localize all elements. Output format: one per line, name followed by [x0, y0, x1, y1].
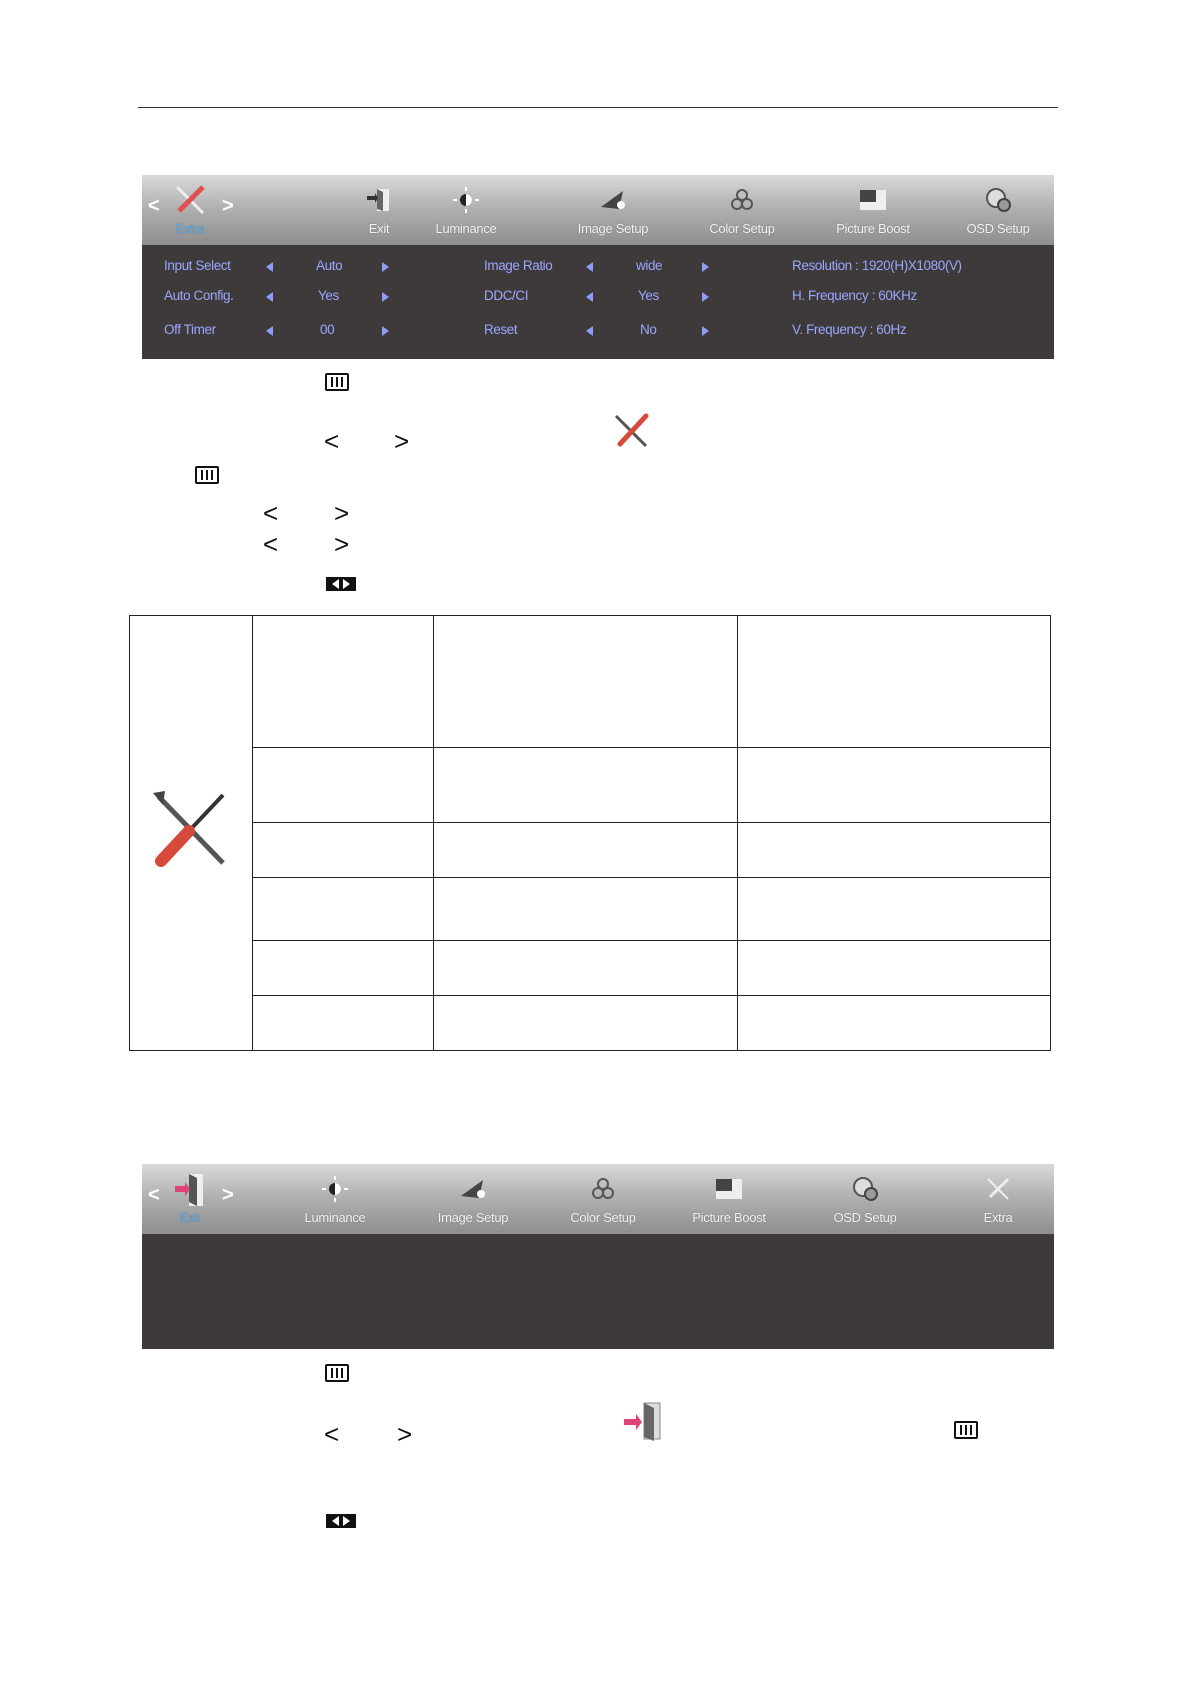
tools-icon — [612, 412, 650, 450]
tab-label: Color Setup — [709, 221, 775, 236]
tab-exit[interactable] — [349, 175, 409, 245]
tab-label: Exit — [179, 1210, 201, 1225]
tab-label: Image Setup — [577, 221, 649, 236]
increase-arrow-icon[interactable] — [702, 292, 709, 302]
osd-setup-icon — [984, 187, 1012, 213]
table-row — [130, 748, 1051, 823]
table-cell — [738, 616, 1051, 748]
osd-exit-menu — [142, 1164, 1054, 1349]
ddc-ci-label: DDC/CI — [484, 288, 529, 303]
image-ratio-label: Image Ratio — [484, 258, 553, 273]
color-circles-icon — [589, 1176, 617, 1202]
tab-picture-boost[interactable] — [808, 175, 938, 245]
header-rule — [138, 107, 1058, 108]
tab-label: Extra — [983, 1210, 1013, 1225]
increase-arrow-icon[interactable] — [702, 326, 709, 336]
image-setup-icon — [599, 187, 627, 213]
tab-osd-setup[interactable] — [942, 175, 1054, 245]
tools-icon — [984, 1176, 1012, 1202]
right-key-glyph: > — [334, 529, 350, 559]
image-setup-icon — [459, 1176, 487, 1202]
decrease-arrow-icon[interactable] — [586, 326, 593, 336]
increase-arrow-icon[interactable] — [382, 292, 389, 302]
image-ratio-value: wide — [636, 258, 663, 273]
tab-image-setup[interactable] — [408, 1164, 538, 1234]
tab-label: Exit — [368, 221, 390, 236]
table-row — [130, 996, 1051, 1051]
off-timer-label: Off Timer — [164, 322, 216, 337]
table-icon-cell — [130, 616, 253, 1051]
reset-value: No — [640, 322, 657, 337]
nav-right-chevron[interactable]: > — [222, 195, 234, 217]
tab-label: OSD Setup — [966, 221, 1030, 236]
table-row — [130, 823, 1051, 878]
right-key-glyph: > — [334, 498, 350, 528]
menu-key-icon — [195, 466, 219, 484]
tab-extra[interactable] — [148, 175, 232, 245]
table-cell — [434, 616, 738, 748]
increase-arrow-icon[interactable] — [702, 262, 709, 272]
table-row — [130, 878, 1051, 941]
tab-label: Picture Boost — [836, 221, 910, 236]
picture-boost-icon — [715, 1176, 743, 1202]
increase-arrow-icon[interactable] — [382, 262, 389, 272]
nav-right-chevron[interactable]: > — [222, 1184, 234, 1206]
left-key-glyph: < — [263, 529, 279, 559]
ddc-ci-value: Yes — [638, 288, 659, 303]
left-key-glyph: < — [263, 498, 279, 528]
picture-boost-icon — [859, 187, 887, 213]
osd-content — [142, 1234, 1054, 1349]
tab-label: OSD Setup — [833, 1210, 897, 1225]
table-row — [130, 941, 1051, 996]
nav-left-chevron[interactable]: < — [148, 1184, 160, 1206]
decrease-arrow-icon[interactable] — [266, 262, 273, 272]
menu-key-icon — [325, 1364, 349, 1382]
input-select-label: Input Select — [164, 258, 231, 273]
sun-icon — [452, 187, 480, 213]
input-select-value: Auto — [316, 258, 343, 273]
tab-label: Image Setup — [437, 1210, 509, 1225]
tab-luminance[interactable] — [270, 1164, 400, 1234]
tab-osd-setup[interactable] — [800, 1164, 930, 1234]
enter-key-icon — [326, 576, 356, 592]
enter-key-icon — [326, 1513, 356, 1529]
auto-config-value: Yes — [318, 288, 339, 303]
tab-label: Color Setup — [570, 1210, 636, 1225]
tab-label: Luminance — [304, 1210, 366, 1225]
resolution-info: Resolution : 1920(H)X1080(V) — [792, 258, 962, 273]
table-cell — [253, 616, 434, 748]
tab-exit[interactable] — [148, 1164, 232, 1234]
menu-key-icon — [954, 1421, 978, 1439]
sun-icon — [321, 1176, 349, 1202]
osd-setup-icon — [851, 1176, 879, 1202]
left-key-glyph: < — [324, 1419, 340, 1449]
decrease-arrow-icon[interactable] — [586, 292, 593, 302]
tab-label: Luminance — [435, 221, 497, 236]
osd-extra-menu — [142, 175, 1054, 359]
left-key-glyph: < — [324, 426, 340, 456]
color-circles-icon — [728, 187, 756, 213]
v-frequency-info: V. Frequency : 60Hz — [792, 322, 907, 337]
h-frequency-info: H. Frequency : 60KHz — [792, 288, 917, 303]
tab-extra[interactable] — [942, 1164, 1054, 1234]
increase-arrow-icon[interactable] — [382, 326, 389, 336]
off-timer-value: 00 — [320, 322, 335, 337]
decrease-arrow-icon[interactable] — [266, 326, 273, 336]
exit-door-icon — [173, 1172, 207, 1208]
tab-image-setup[interactable] — [548, 175, 678, 245]
tools-icon — [149, 789, 233, 873]
exit-door-icon — [622, 1401, 666, 1443]
tab-color-setup[interactable] — [538, 1164, 668, 1234]
right-key-glyph: > — [394, 426, 410, 456]
tab-picture-boost[interactable] — [664, 1164, 794, 1234]
tab-color-setup[interactable] — [682, 175, 802, 245]
nav-left-chevron[interactable]: < — [148, 195, 160, 217]
extra-settings-table — [129, 615, 1051, 1051]
menu-key-icon — [325, 373, 349, 391]
osd-tab-bar — [142, 175, 1054, 245]
tab-luminance[interactable] — [406, 175, 526, 245]
reset-label: Reset — [484, 322, 518, 337]
osd-content — [142, 245, 1054, 359]
osd-tab-bar — [142, 1164, 1054, 1234]
auto-config-label: Auto Config. — [164, 288, 234, 303]
tab-label: Extra — [175, 221, 205, 236]
right-key-glyph: > — [397, 1419, 413, 1449]
tools-icon — [171, 183, 209, 217]
decrease-arrow-icon[interactable] — [266, 292, 273, 302]
tab-label: Picture Boost — [692, 1210, 766, 1225]
decrease-arrow-icon[interactable] — [586, 262, 593, 272]
exit-door-icon — [365, 187, 393, 213]
